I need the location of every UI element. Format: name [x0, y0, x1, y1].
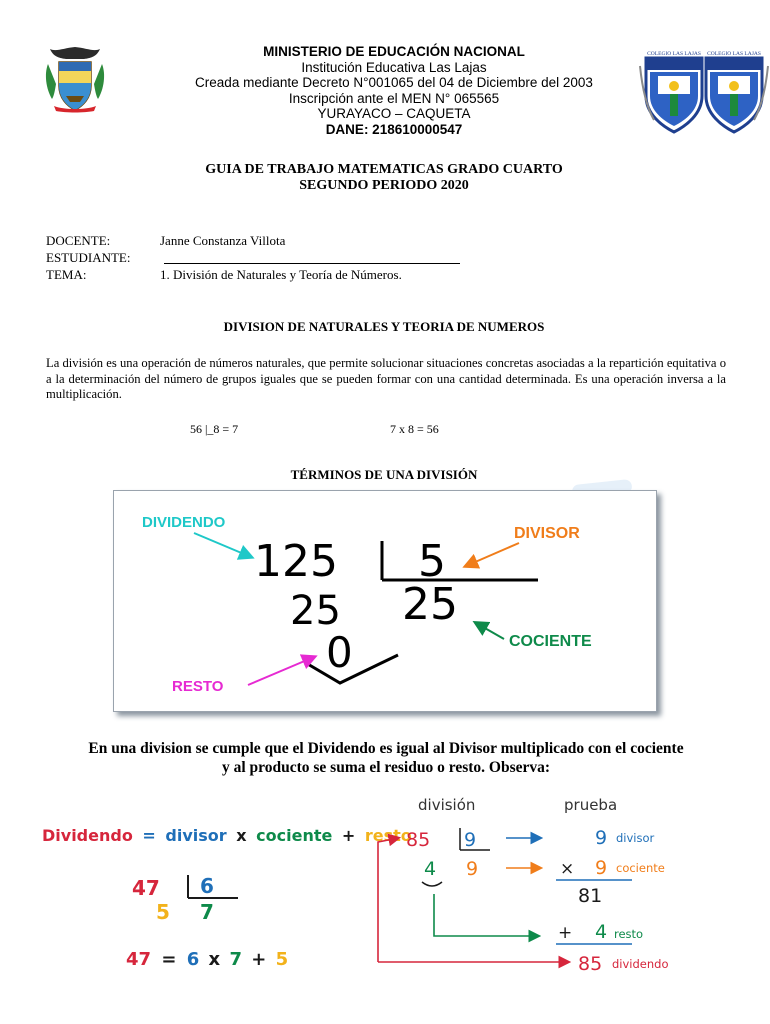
ministry-name: MINISTERIO DE EDUCACIÓN NACIONAL: [263, 44, 525, 59]
division-formula-figure: [40, 815, 412, 985]
example-dividend: 47: [132, 876, 160, 900]
guide-period: SEGUNDO PERIODO 2020: [299, 178, 469, 193]
example-eq-remainder: 5: [275, 949, 289, 970]
dane-code: DANE: 218610000547: [325, 121, 463, 137]
example-eq-equals: =: [161, 949, 177, 970]
example-divisor: 6: [200, 874, 214, 898]
remainder-number: 0: [326, 628, 353, 677]
proof-col-times: ×: [560, 859, 575, 879]
proof-col-result: 85: [578, 953, 603, 975]
docente-label: DOCENTE:: [46, 233, 111, 248]
example-eq-quotient: 7: [229, 949, 242, 970]
dividendo-label: DIVIDENDO: [142, 514, 226, 531]
resto-arrow: [248, 657, 314, 685]
estudiante-line: [164, 263, 460, 264]
terms-title: TÉRMINOS DE UNA DIVISIÓN: [290, 467, 478, 482]
proof-col-plus: +: [558, 923, 573, 943]
formula-plus: +: [341, 826, 356, 845]
proof-dividend: 85: [406, 829, 431, 851]
proof-heading: prueba: [564, 796, 618, 814]
formula-resto: resto: [364, 826, 412, 845]
example-quotient: 7: [200, 900, 214, 924]
formula-times: x: [236, 826, 247, 845]
formula-dividendo: Dividendo: [42, 826, 133, 845]
school-logo-icon: [640, 46, 770, 138]
svg-text:Dividendo = divisor: [42, 826, 412, 845]
dividend-link-arrow: [378, 838, 398, 962]
guide-title: GUIA DE TRABAJO MATEMATICAS GRADO CUARTO: [205, 162, 563, 177]
multiplication-example: 7 x 8 = 56: [390, 422, 439, 436]
school-logo-caption-1: COLEGIO LAS LAJAS: [647, 51, 701, 57]
dividend-number: 125: [254, 536, 338, 587]
division-terms-diagram: [113, 490, 657, 712]
registration-text: Inscripción ante el MEN N° 065565: [288, 90, 500, 106]
divisor-number: 5: [418, 536, 446, 587]
proof-col-remainder: 4: [595, 921, 608, 943]
institution-name: Institución Educativa Las Lajas: [301, 59, 487, 75]
proof-col-divisor-label: divisor: [616, 831, 655, 845]
formula-cociente: cociente: [256, 826, 333, 845]
divisor-label: DIVISOR: [514, 525, 580, 542]
dividendo-arrow: [194, 533, 251, 557]
proof-col-remainder-label: resto: [614, 927, 644, 941]
cociente-label: COCIENTE: [509, 633, 592, 650]
proof-col-divisor: 9: [595, 827, 608, 849]
example-eq-dividend: 47: [126, 949, 152, 970]
proof-quotient: 9: [466, 858, 479, 880]
example-remainder: 5: [156, 900, 170, 924]
resto-label: RESTO: [172, 678, 224, 695]
colombia-coat-of-arms-icon: [44, 44, 106, 114]
proof-remainder-smile: [422, 882, 442, 886]
example-eq-times: x: [208, 949, 221, 970]
partial-number: 25: [290, 588, 341, 634]
quotient-number: 25: [402, 579, 458, 630]
proof-col-product: 81: [578, 885, 603, 907]
intro-paragraph: La división es una operación de números naturales, que permite solucionar situaciones concretas asociadas a la repartición equitativa o a la determinación del número de grupos iguales que se pueden formar con una cantidad determinada. Es una operación inversa a la multiplicación.: [46, 356, 726, 401]
division-example: 56 |_8 = 7: [190, 422, 239, 436]
docente-value: Janne Constanza Villota: [160, 233, 286, 248]
estudiante-label: ESTUDIANTE:: [46, 250, 131, 265]
tema-value: 1. División de Naturales y Teoría de Números.: [160, 267, 402, 282]
division-proof-figure: [370, 790, 700, 980]
example-eq-plus: +: [251, 949, 267, 970]
section-title: DIVISION DE NATURALES Y TEORIA DE NUMEROS: [223, 319, 545, 334]
rule-line-2: y al producto se suma el residuo o resto. Observa:: [221, 759, 551, 776]
formula-equals: =: [142, 826, 156, 845]
proof-col-quotient: 9: [595, 857, 608, 879]
location-text: YURAYACO – CAQUETA: [317, 106, 471, 121]
formula-divisor: divisor: [165, 826, 227, 845]
school-logo-caption-2: COLEGIO LAS LAJAS: [707, 51, 761, 57]
remainder-proof-arrow: [434, 894, 538, 936]
proof-divisor: 9: [464, 829, 477, 851]
proof-remainder: 4: [424, 858, 437, 880]
decree-text: Creada mediante Decreto N°001065 del 04 de Diciembre del 2003: [195, 75, 593, 90]
division-heading: división: [418, 796, 476, 814]
svg-text:47 = 6 x 7: [126, 949, 288, 970]
proof-col-quotient-label: cociente: [616, 861, 665, 875]
proof-col-result-label: dividendo: [612, 957, 669, 971]
cociente-arrow: [476, 623, 504, 639]
divisor-arrow: [466, 543, 519, 566]
example-eq-divisor: 6: [186, 949, 200, 970]
rule-line-1: En una division se cumple que el Dividendo es igual al Divisor multiplicado con el cociente: [88, 740, 684, 757]
tema-label: TEMA:: [46, 267, 87, 282]
